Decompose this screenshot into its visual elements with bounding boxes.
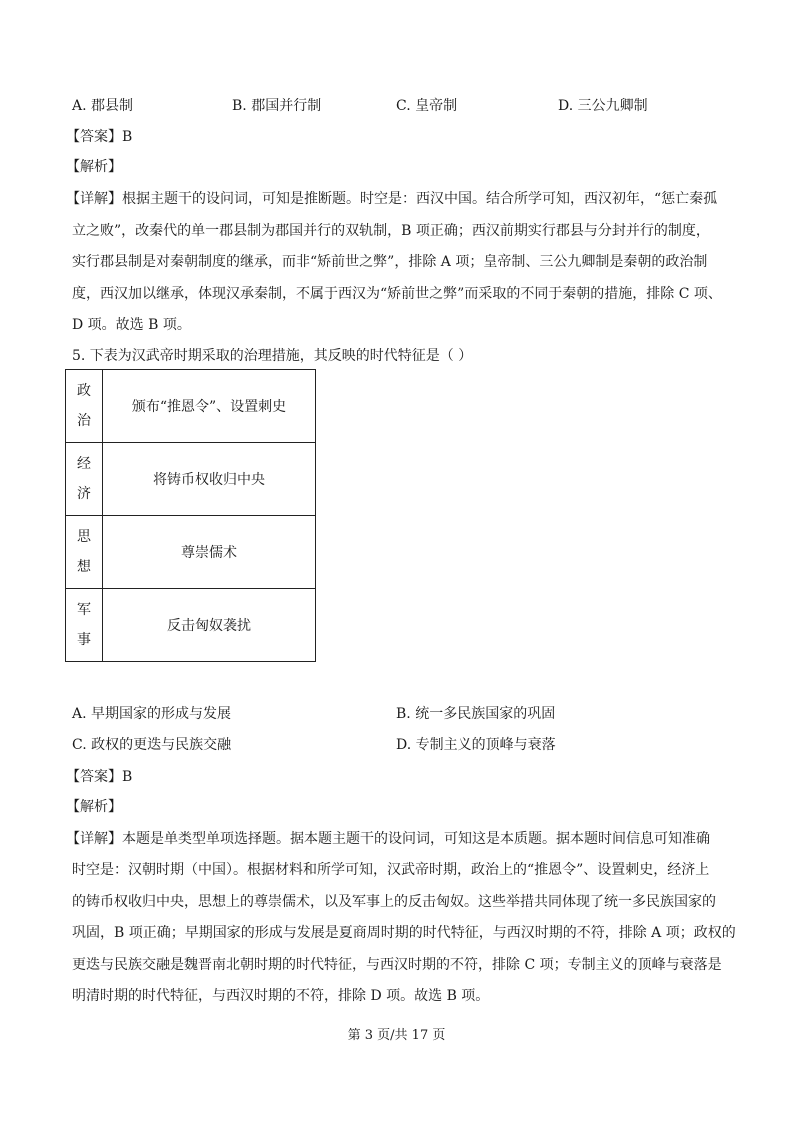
q5-detail-line: 更迭与民族交融是魏晋南北朝时期的时代特征，与西汉时期的不符，排除 C 项；专制主义的顶峰与衰落是 [72, 957, 722, 973]
measure-cell: 颁布“推恩令”、设置刺史 [103, 370, 316, 443]
category-cell: 经 济 [66, 443, 103, 516]
q4-option-a: A. 郡县制 [72, 98, 134, 114]
q5-detail-line: 巩固，B 项正确；早期国家的形成与发展是夏商周时期的时代特征，与西汉时期的不符，排除 A 项；政权的 [72, 925, 736, 941]
q5-option-c: C. 政权的更迭与民族交融 [72, 737, 232, 753]
table-row [66, 589, 316, 662]
measure-cell: 将铸币权收归中央 [103, 443, 316, 516]
measure-cell: 反击匈奴袭扰 [103, 589, 316, 662]
q5-detail-line: 时空是：汉朝时期（中国）。根据材料和所学可知，汉武帝时期，政治上的“推恩令”、设置刺史，经济上 [72, 862, 710, 878]
q5-option-a: A. 早期国家的形成与发展 [72, 706, 232, 722]
table-row [66, 370, 316, 443]
category-cell: 军 事 [66, 589, 103, 662]
q4-option-d: D. 三公九卿制 [558, 98, 648, 114]
measure-cell: 尊崇儒术 [103, 516, 316, 589]
q4-detail-line: 立之败”，改秦代的单一郡县制为郡国并行的双轨制，B 项正确；西汉前期实行郡县与分封并行的制度， [72, 223, 710, 239]
category-cell: 政 治 [66, 370, 103, 443]
q4-option-b: B. 郡国并行制 [232, 98, 322, 114]
page-footer: 第 3 页/共 17 页 [347, 1028, 446, 1043]
measures-table [65, 369, 316, 662]
q4-analysis-label: 【解析】 [66, 159, 122, 175]
q4-answer: 【答案】B [66, 129, 133, 145]
table-row [66, 443, 316, 516]
q5-detail-line: 【详解】本题是单类型单项选择题。据本题主题干的设问词，可知这是本质题。据本题时间信息可知准确 [66, 831, 710, 847]
category-cell: 思 想 [66, 516, 103, 589]
q4-detail-line: 实行郡县制是对秦朝制度的继承，而非“矫前世之弊”，排除 A 项；皇帝制、三公九卿制是秦朝的政治制 [72, 254, 708, 270]
q5-option-d: D. 专制主义的顶峰与衰落 [396, 737, 556, 753]
q4-detail-line: 【详解】根据主题干的设问词，可知是推断题。时空是：西汉中国。结合所学可知，西汉初年，“惩亡秦孤 [66, 191, 718, 207]
q5-stem: 5. 下表为汉武帝时期采取的治理措施，其反映的时代特征是（ ） [72, 348, 473, 364]
q5-option-b: B. 统一多民族国家的巩固 [396, 706, 556, 722]
q5-answer: 【答案】B [66, 769, 133, 785]
q4-detail-line: D 项。故选 B 项。 [72, 317, 191, 333]
q5-analysis-label: 【解析】 [66, 799, 122, 815]
q4-detail-line: 度，西汉加以继承，体现汉承秦制，不属于西汉为“矫前世之弊”而采取的不同于秦朝的措施，排除 C 项、 [72, 286, 722, 302]
table-row [66, 516, 316, 589]
q5-detail-line: 的铸币权收归中央，思想上的尊崇儒术，以及军事上的反击匈奴。这些举措共同体现了统一多民族国家的 [72, 894, 716, 910]
q4-option-c: C. 皇帝制 [396, 98, 458, 114]
q5-detail-line: 明清时期的时代特征，与西汉时期的不符，排除 D 项。故选 B 项。 [72, 988, 490, 1004]
